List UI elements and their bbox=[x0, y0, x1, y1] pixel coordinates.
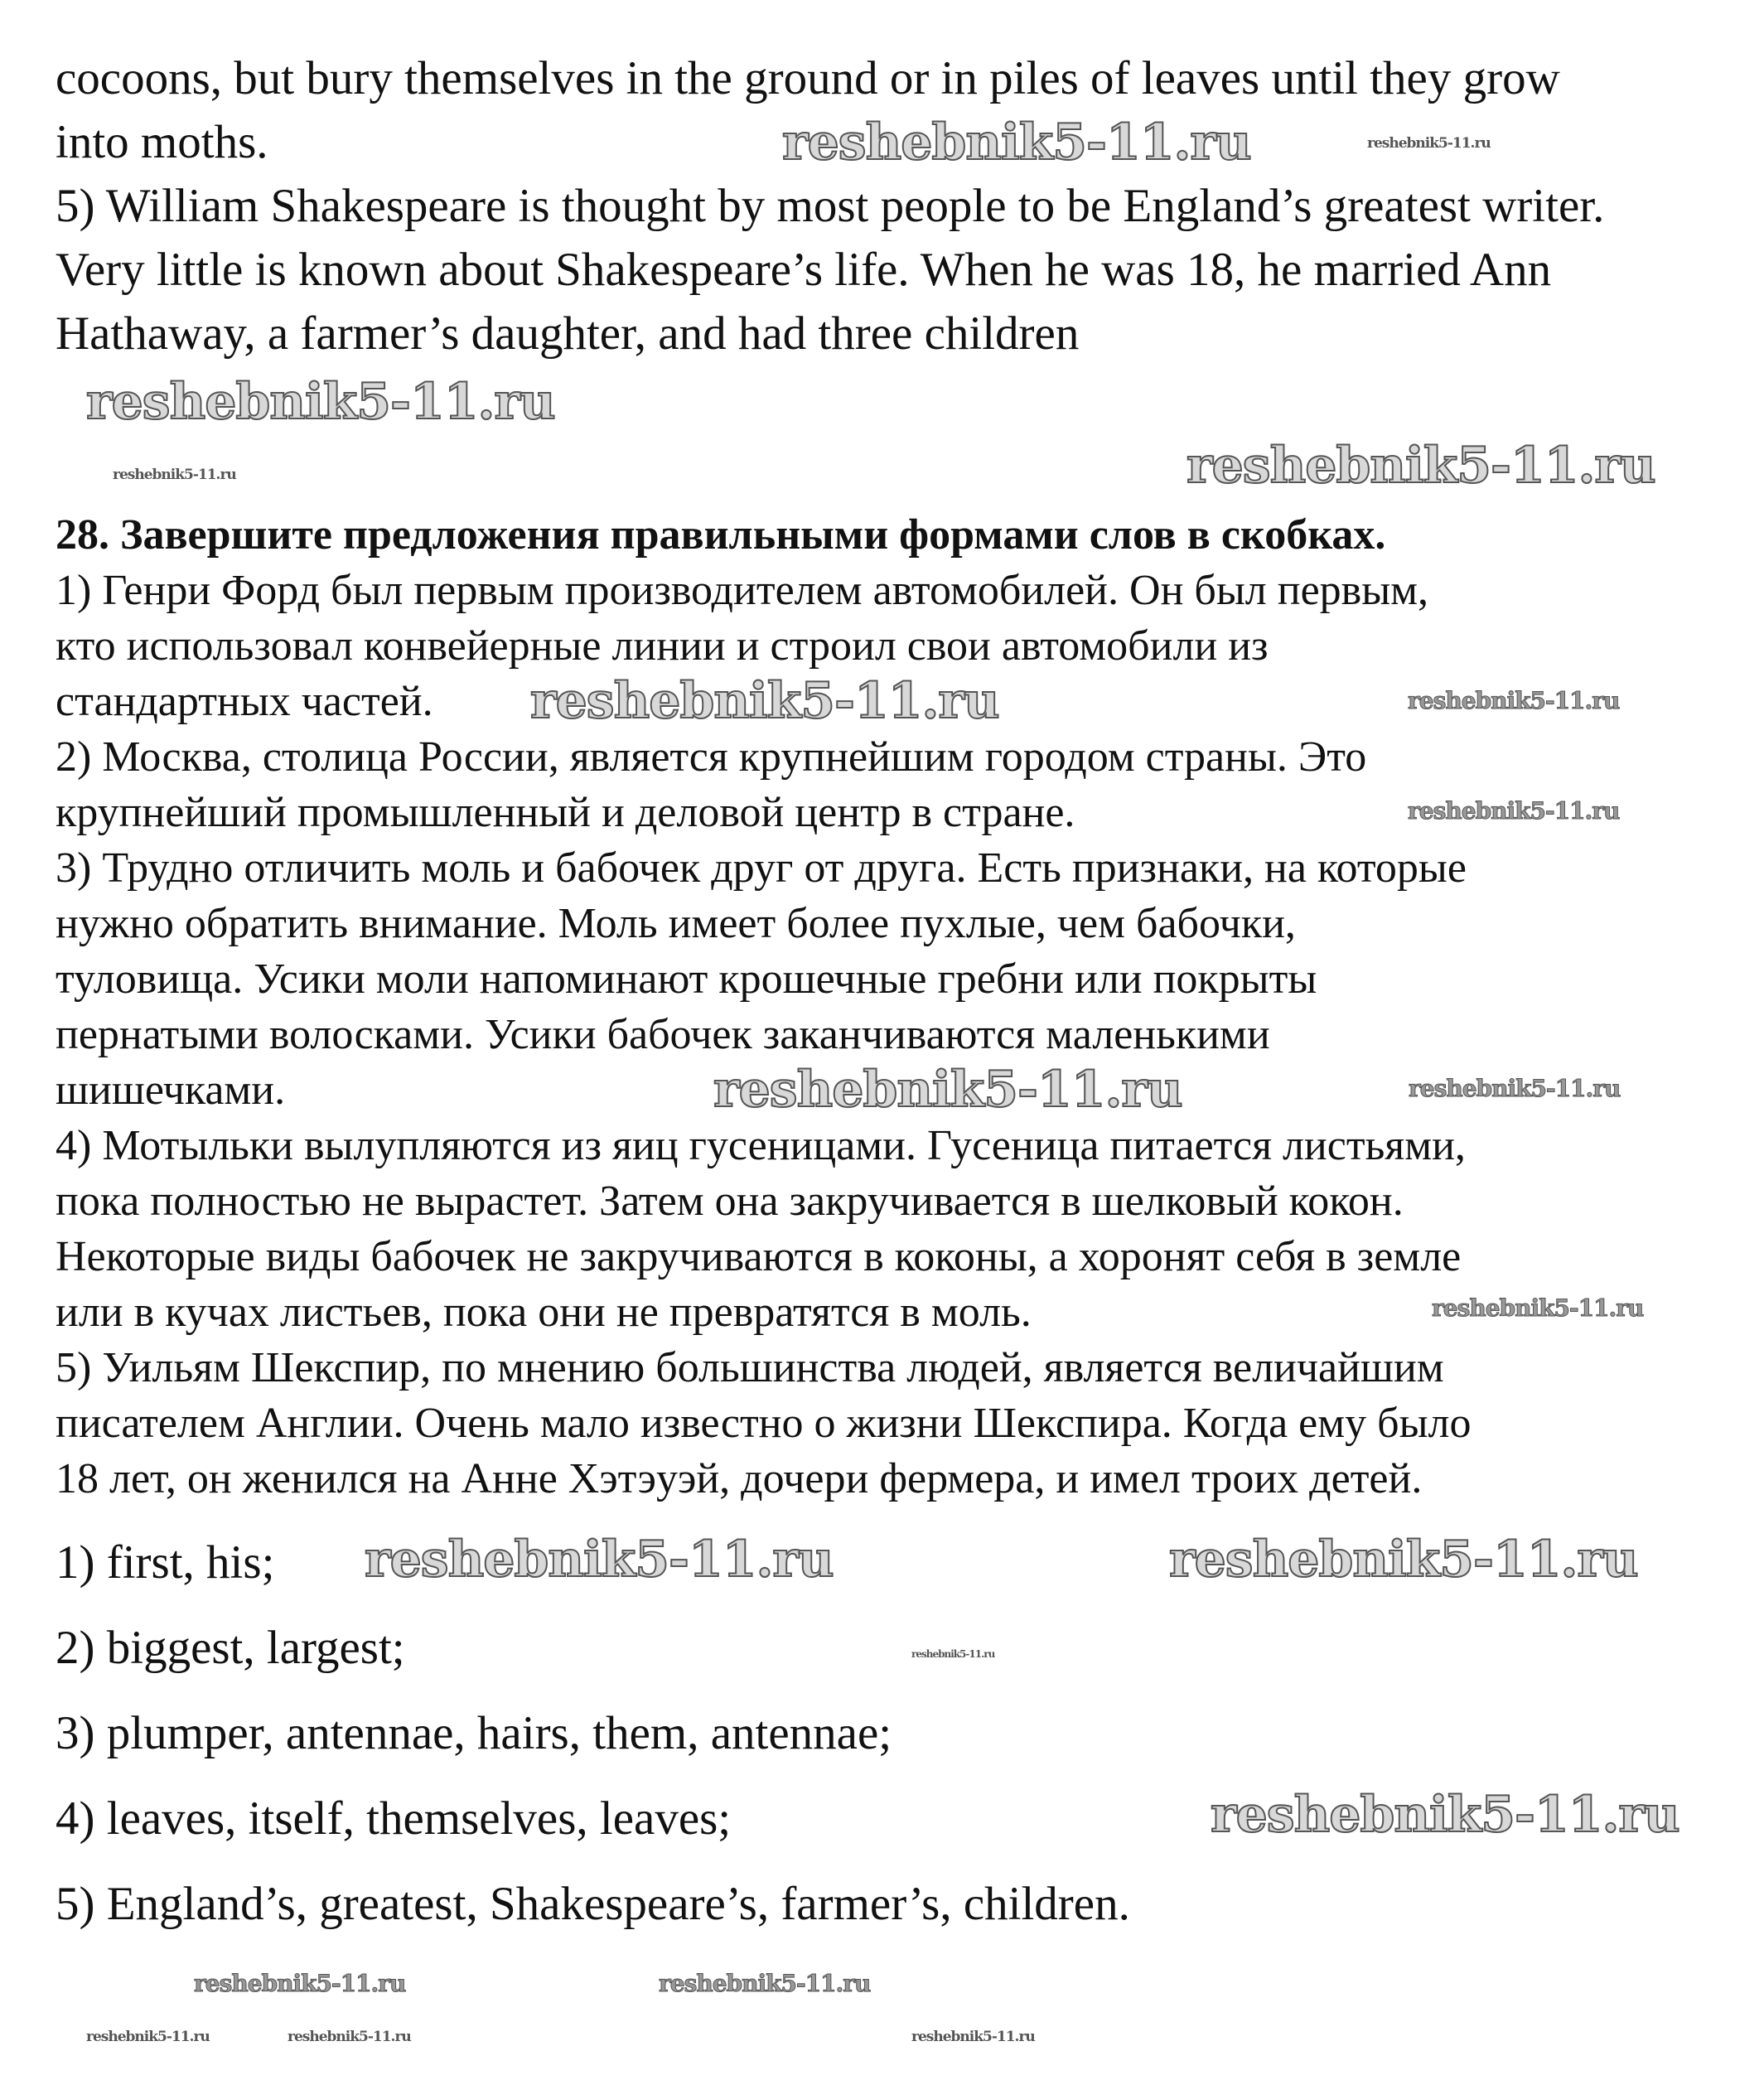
text-line: Very little is known about Shakespeare’s life. When he was 18, he married Ann bbox=[56, 244, 1552, 296]
answer-line: 3) plumper, antennae, hairs, them, antennae; bbox=[56, 1707, 892, 1759]
watermark: reshebnik5-11.ru bbox=[1408, 797, 1620, 825]
exercise-28 bbox=[56, 507, 1471, 1507]
text-line: cocoons, but bury themselves in the ground or in piles of leaves until they grow bbox=[56, 52, 1560, 104]
exercise-title: 28. Завершите предложения правильными формами слов в скобках. bbox=[56, 511, 1386, 559]
watermark: reshebnik5-11.ru bbox=[1211, 1786, 1679, 1844]
watermark: reshebnik5-11.ru bbox=[1169, 1531, 1638, 1589]
watermark: reshebnik5-11.ru bbox=[713, 1061, 1182, 1119]
text-line: Hathaway, a farmer’s daughter, and had three children bbox=[56, 307, 1080, 360]
text-line: 18 лет, он женился на Анне Хэтэуэй, дочери фермера, и имел троих детей. bbox=[56, 1455, 1423, 1502]
text-line: into moths. bbox=[56, 116, 268, 168]
watermark: reshebnik5-11.ru bbox=[86, 2029, 210, 2045]
watermark: reshebnik5-11.ru bbox=[86, 373, 555, 431]
text-line: писателем Англии. Очень мало известно о жизни Шекспира. Когда ему было bbox=[56, 1400, 1472, 1447]
watermark: reshebnik5-11.ru bbox=[194, 1970, 406, 1997]
answer-line: 5) England’s, greatest, Shakespeare’s, farmer’s, children. bbox=[56, 1878, 1130, 1930]
text-line: 1) Генри Форд был первым производителем автомобилей. Он был первым, bbox=[56, 567, 1429, 614]
watermark: reshebnik5-11.ru bbox=[530, 672, 999, 730]
text-line: туловища. Усики моли напоминают крошечные гребни или покрыты bbox=[56, 955, 1317, 1003]
text-line: 5) William Shakespeare is thought by most people to be England’s greatest writer. bbox=[56, 180, 1605, 232]
watermark: reshebnik5-11.ru bbox=[659, 1970, 871, 1997]
text-line: стандартных частей. bbox=[56, 678, 433, 725]
watermark: reshebnik5-11.ru bbox=[1367, 135, 1491, 152]
text-line: 2) Москва, столица России, является крупнейшим городом страны. Это bbox=[56, 733, 1367, 781]
watermark: reshebnik5-11.ru bbox=[365, 1531, 834, 1589]
text-line: пока полностью не вырастет. Затем она закручивается в шелковый кокон. bbox=[56, 1178, 1404, 1225]
text-line: Некоторые виды бабочек не закручиваются в коконы, а хоронят себя в земле bbox=[56, 1233, 1462, 1280]
watermark: reshebnik5-11.ru bbox=[1186, 437, 1655, 495]
text-line: нужно обратить внимание. Моль имеет более пухлые, чем бабочки, bbox=[56, 900, 1296, 947]
watermark: reshebnik5-11.ru bbox=[1432, 1294, 1644, 1322]
text-line: пернатыми волосками. Усики бабочек заканчиваются маленькими bbox=[56, 1011, 1270, 1058]
text-line: 5) Уильям Шекспир, по мнению большинства людей, является величайшим bbox=[56, 1344, 1444, 1391]
text-line: крупнейший промышленный и деловой центр в стране. bbox=[56, 789, 1075, 836]
text-line: шишечками. bbox=[56, 1067, 286, 1114]
watermark: reshebnik5-11.ru bbox=[1409, 1075, 1621, 1102]
answer-line: 1) first, his; bbox=[56, 1536, 275, 1589]
watermark: reshebnik5-11.ru bbox=[1408, 687, 1620, 714]
answer-line: 2) biggest, largest; bbox=[56, 1622, 405, 1674]
text-line: или в кучах листьев, пока они не превратятся в моль. bbox=[56, 1289, 1032, 1336]
text-line: кто использовал конвейерные линии и строил свои автомобили из bbox=[56, 622, 1269, 670]
text-line: 3) Трудно отличить моль и бабочек друг от друга. Есть признаки, на которые bbox=[56, 844, 1467, 892]
text-line: 4) Мотыльки вылупляются из яиц гусеницами. Гусеница питается листьями, bbox=[56, 1122, 1466, 1169]
watermark: reshebnik5-11.ru bbox=[911, 2029, 1035, 2045]
watermark: reshebnik5-11.ru bbox=[288, 2029, 411, 2045]
english-text bbox=[56, 46, 1604, 365]
watermark: reshebnik5-11.ru bbox=[113, 467, 236, 483]
watermark: reshebnik5-11.ru bbox=[782, 114, 1251, 172]
watermark: reshebnik5-11.ru bbox=[911, 1648, 995, 1660]
answer-line: 4) leaves, itself, themselves, leaves; bbox=[56, 1792, 732, 1845]
